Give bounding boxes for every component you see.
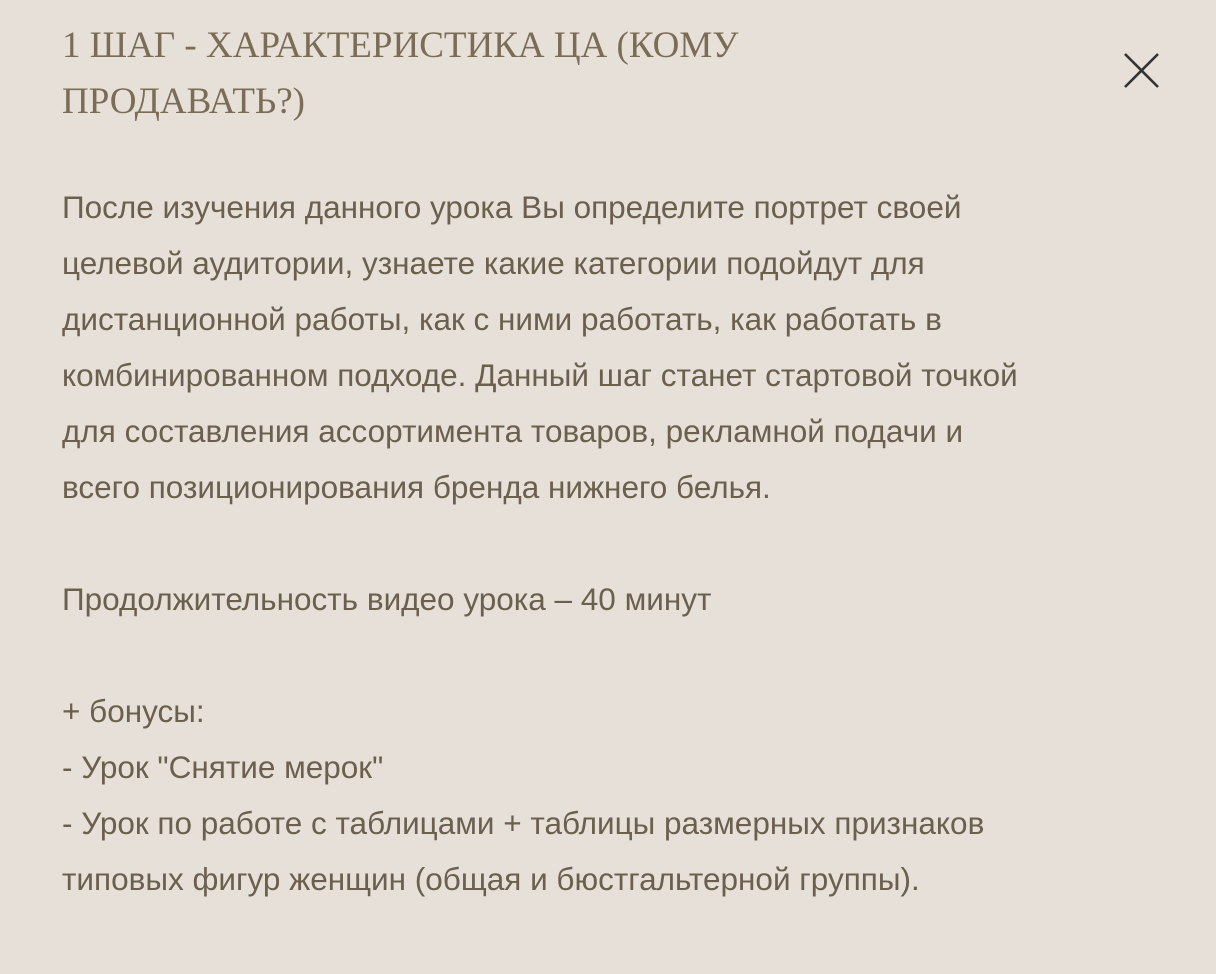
description-line: для составления ассортимента товаров, рекламной подачи и (62, 413, 964, 449)
close-button[interactable] (1120, 49, 1164, 93)
modal-title-line-1: 1 ШАГ - ХАРАКТЕРИСТИКА ЦА (КОМУ (62, 25, 739, 66)
bonus-item-continuation: типовых фигур женщин (общая и бюстгальтерной группы). (62, 861, 920, 897)
description-line: дистанционной работы, как с ними работать, как работать в (62, 301, 942, 337)
bonus-item: - Урок по работе с таблицами + таблицы размерных признаков (62, 805, 985, 841)
spacer (62, 627, 1172, 683)
lesson-description (62, 179, 1172, 515)
modal-content (62, 179, 1172, 907)
description-line: всего позиционирования бренда нижнего белья. (62, 469, 771, 505)
bonuses-heading: + бонусы: (62, 693, 205, 729)
description-line: После изучения данного урока Вы определите портрет своей (62, 189, 962, 225)
bonus-item: - Урок "Снятие мерок" (62, 749, 384, 785)
description-line: целевой аудитории, узнаете какие категории подойдут для (62, 245, 925, 281)
close-icon (1120, 49, 1164, 93)
modal-title (62, 18, 962, 130)
description-line: комбинированном подходе. Данный шаг станет стартовой точкой (62, 357, 1018, 393)
spacer (62, 515, 1172, 571)
modal-title-line-2: ПРОДАВАТЬ?) (62, 81, 305, 122)
lesson-duration: Продолжительность видео урока – 40 минут (62, 581, 712, 617)
